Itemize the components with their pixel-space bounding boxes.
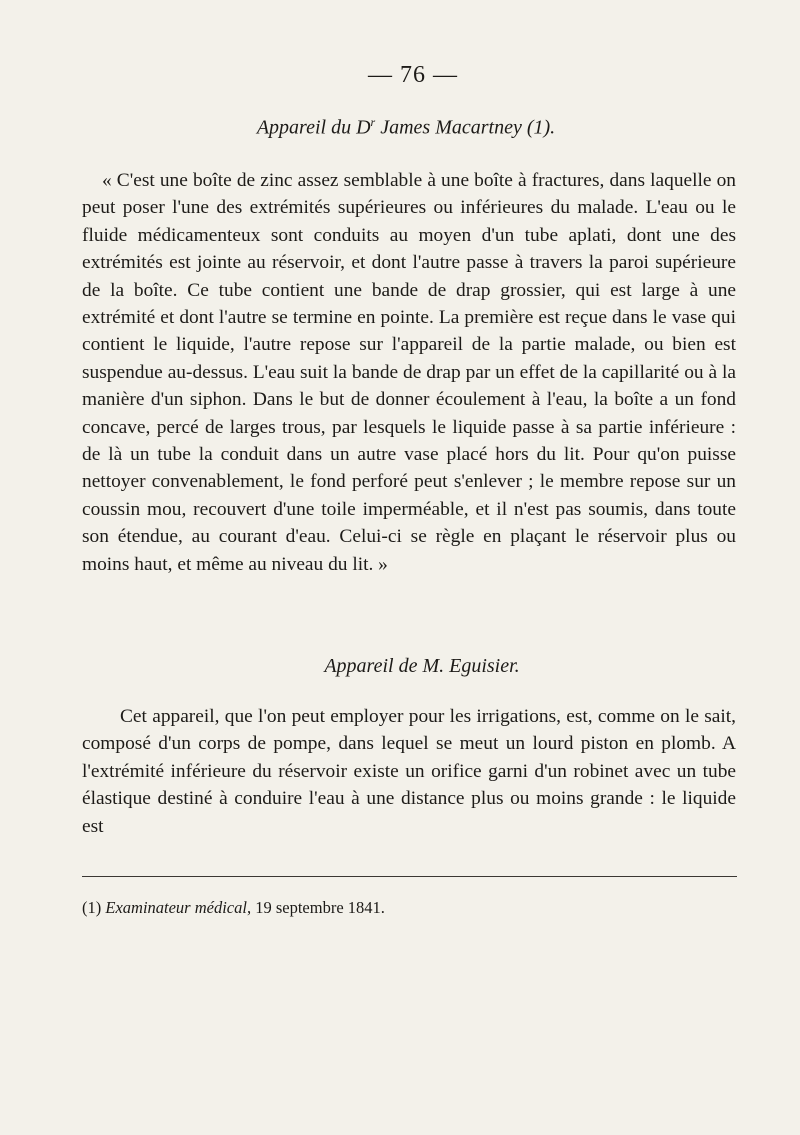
heading-superscript: r: [370, 115, 376, 129]
heading-text-pre: Appareil du D: [256, 116, 371, 139]
footnote: [82, 898, 385, 918]
paragraph-eguisier: Cet appareil, que l'on peut employer pour les irrigations, est, comme on le sait, composé d'un corps de pompe, dans lequel se meut un lourd piston en plomb. A l'extrémité inférieure du réservoir existe un orifice garni d'un robinet avec un tube élastique destiné à conduire l'eau à une distance plus ou moins grande : le liquide est: [82, 706, 736, 837]
footnote-divider: [82, 876, 737, 877]
paragraph-macartney: « C'est une boîte de zinc assez semblable à une boîte à fractures, dans laquelle on peut poser l'une des extrémités supérieures ou inférieures du malade. L'eau ou le fluide médicamenteux sont conduits au moyen d'un tube aplati, dont une des extrémités est jointe au réservoir, et dont l'autre passe à travers la paroi supérieure de la boîte. Ce tube contient une bande de drap grossier, qui est large à une extrémité et dont l'autre se termine en pointe. La première est reçue dans le vase qui contient le liquide, l'autre repose sur l'appareil de la partie malade, ou bien est suspendue au-dessus. L'eau suit la bande de drap par un effet de la capillarité ou à la manière d'un siphon. Dans le but de donner écoulement à l'eau, la boîte a un fond concave, percé de larges trous, par lesquels le liquide passe à sa partie inférieure : de là un tube la conduit dans un autre vase placé hors du lit. Pour qu'on puisse nettoyer convenablement, le fond perforé peut s'enlever ; le membre repose sur un coussin mou, recouvert d'une toile imperméable, et il n'est pas soumis, dans toute son étendue, au courant d'eau. Celui-ci se règle en plaçant le réservoir plus ou moins haut, et même au niveau du lit. »: [82, 170, 736, 575]
heading-text-post: James Macartney (1).: [375, 116, 556, 139]
section-heading-macartney: [6, 115, 800, 140]
page-number: — 76 —: [368, 62, 458, 88]
footnote-source: Examinateur médical: [105, 898, 247, 917]
footnote-marker: (1): [82, 898, 106, 917]
footnote-date: , 19 septembre 1841.: [246, 898, 385, 917]
section-heading-eguisier: Appareil de M. Eguisier.: [324, 655, 520, 677]
